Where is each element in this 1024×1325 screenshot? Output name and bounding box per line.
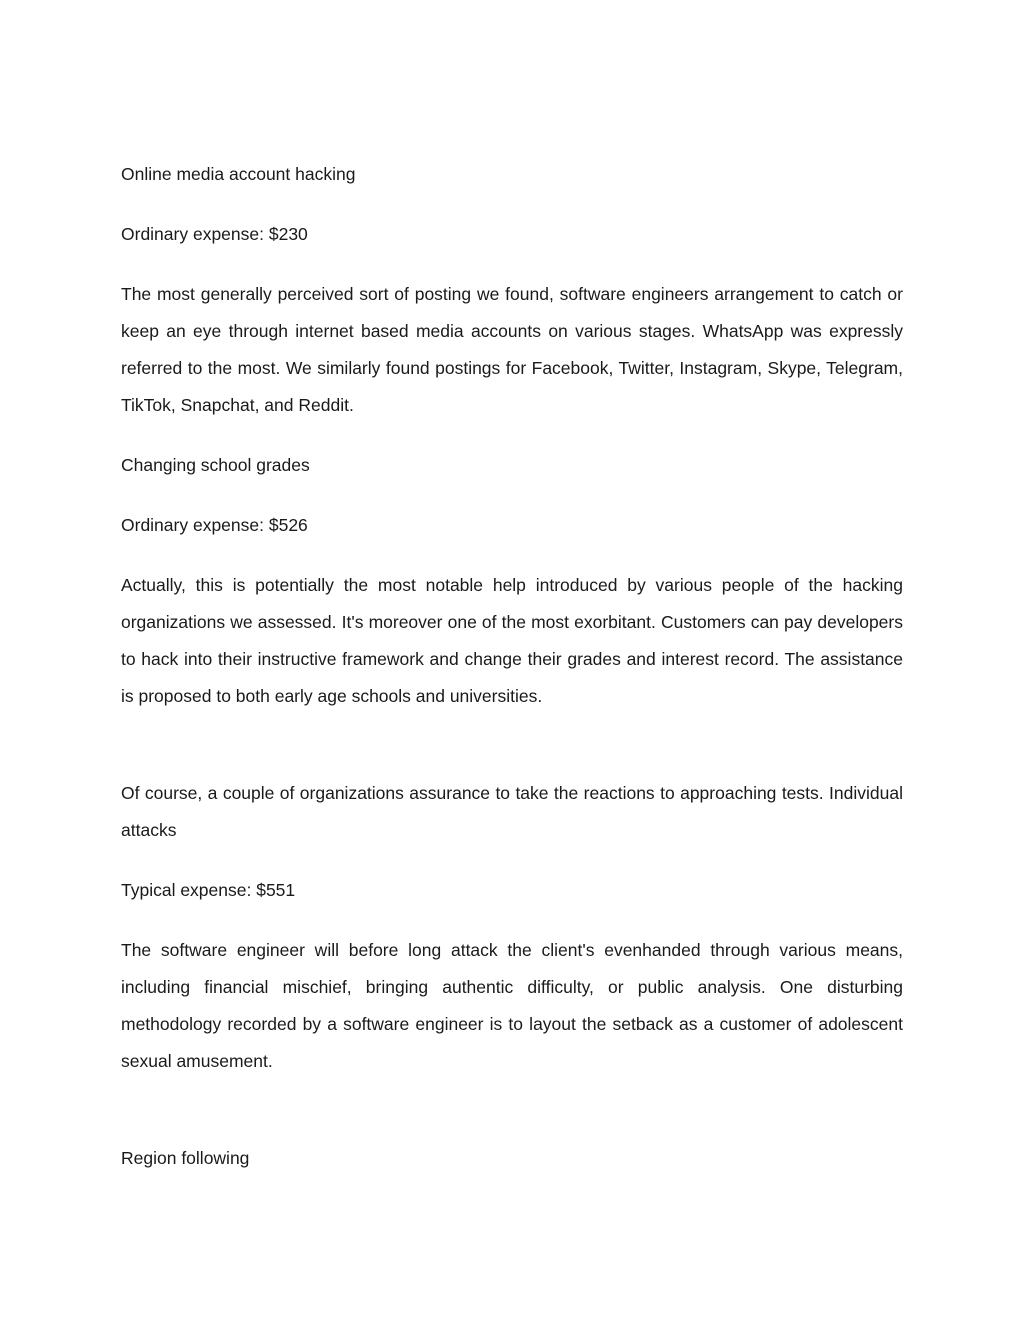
section-title-school-grades: Changing school grades [121, 455, 310, 475]
section-title-location-tracking: Region following [121, 1148, 250, 1168]
section-title-social-media-hacking: Online media account hacking [121, 164, 356, 184]
price-line-social-media-hacking: Ordinary expense: $230 [121, 224, 308, 244]
paragraph-exam-answers: Of course, a couple of organizations assurance to take the reactions to approaching tests. Individual attacks [121, 783, 903, 840]
paragraph-social-media-hacking: The most generally perceived sort of posting we found, software engineers arrangement to catch or keep an eye through internet based media accounts on various stages. WhatsApp was expressly referred to the most. We similarly found postings for Facebook, Twitter, Instagram, Skype, Telegram, TikTok, Snapchat, and Reddit. [121, 284, 903, 415]
document-body [121, 156, 903, 1200]
price-line-school-grades: Ordinary expense: $526 [121, 515, 308, 535]
price-line-individual-attacks: Typical expense: $551 [121, 880, 296, 900]
paragraph-individual-attacks: The software engineer will before long attack the client's evenhanded through various means, including financial mischief, bringing authentic difficulty, or public analysis. One disturbing methodology recorded by a software engineer is to layout the setback as a customer of adolescent sexual amusement. [121, 940, 903, 1071]
paragraph-school-grades: Actually, this is potentially the most notable help introduced by various people of the hacking organizations we assessed. It's moreover one of the most exorbitant. Customers can pay developers to hack into their instructive framework and change their grades and interest record. The assistance is proposed to both early age schools and universities. [121, 575, 903, 706]
